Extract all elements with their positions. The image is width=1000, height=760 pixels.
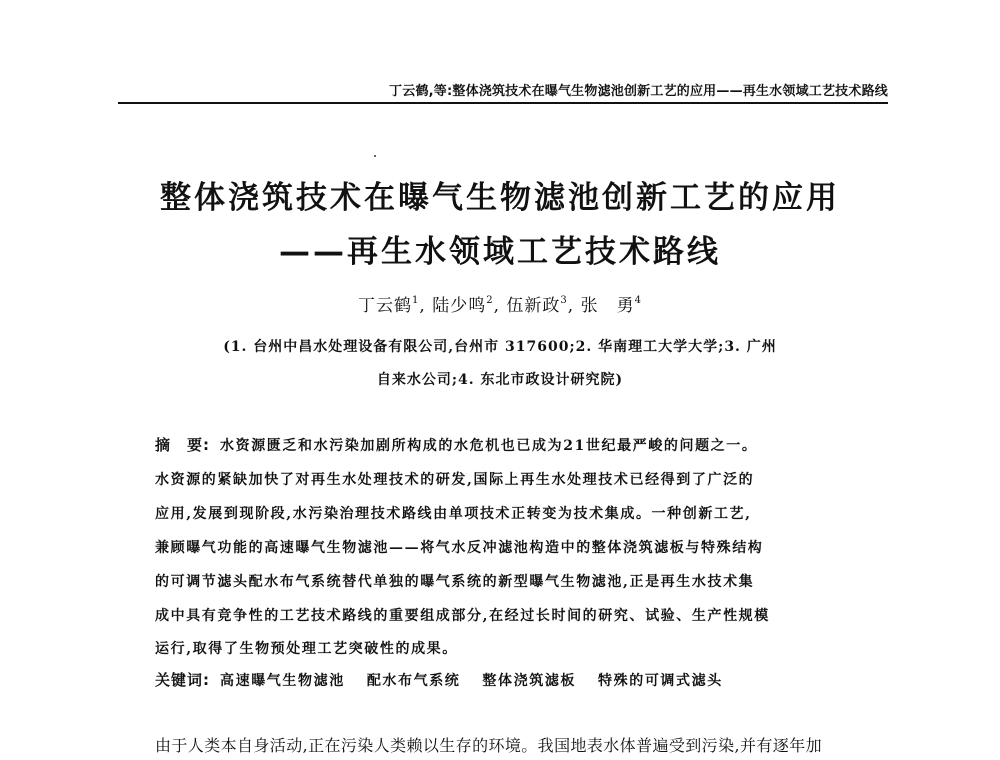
running-head: 丁云鹤,等:整体浇筑技术在曝气生物滤池创新工艺的应用——再生水领域工艺技术路线 <box>389 84 888 99</box>
abstract-line-5: 的可调节滤头配水布气系统替代单独的曝气系统的新型曝气生物滤池,正是再生水技术集 <box>155 574 755 590</box>
abstract-line-1 <box>155 434 855 455</box>
author-4 <box>581 296 642 316</box>
keyword: 配水布气系统 <box>366 673 461 689</box>
keyword: 高速曝气生物滤池 <box>220 673 345 689</box>
author-list <box>0 291 1000 316</box>
paper-title-line2: ——再生水领域工艺技术路线 <box>279 234 721 270</box>
paper-title-line1: 整体浇筑技术在曝气生物滤池创新工艺的应用 <box>160 180 840 216</box>
keywords-line <box>155 669 855 690</box>
author-name: 陆少鸣 <box>432 296 487 316</box>
author-name: 丁云鹤 <box>358 296 413 316</box>
author-affil-mark: 3 <box>560 295 568 306</box>
abstract-label: 摘 要: <box>155 436 210 454</box>
author-name: 张 勇 <box>580 296 635 316</box>
abstract-text: 水资源匮乏和水污染加剧所构成的水危机也已成为21世纪最严峻的问题之一。 <box>220 438 758 454</box>
author-name: 伍新政 <box>506 296 561 316</box>
author-sep: , <box>419 296 426 316</box>
keyword: 整体浇筑滤板 <box>482 673 577 689</box>
author-2 <box>432 296 500 316</box>
abstract-line-2: 水资源的紧缺加快了对再生水处理技术的研发,国际上再生水处理技术已经得到了广泛的 <box>155 472 755 488</box>
author-3 <box>506 296 574 316</box>
author-1 <box>358 296 426 316</box>
keyword: 特殊的可调式滤头 <box>598 673 723 689</box>
header-rule <box>118 102 888 104</box>
affiliation-line1: (1. 台州中昌水处理设备有限公司,台州市 317600;2. 华南理工大学大学;3. 广州 <box>223 339 777 355</box>
author-affil-mark: 2 <box>486 295 494 306</box>
affiliation-line2: 自来水公司;4. 东北市政设计研究院) <box>376 372 624 388</box>
stray-dot <box>374 155 376 157</box>
author-sep: , <box>567 296 575 316</box>
author-sep: , <box>493 296 500 316</box>
author-affil-mark: 4 <box>634 295 642 306</box>
abstract-line-4: 兼顾曝气功能的高速曝气生物滤池——将气水反冲滤池构造中的整体浇筑滤板与特殊结构 <box>155 540 764 556</box>
abstract-line-7: 运行,取得了生物预处理工艺突破性的成果。 <box>155 641 458 657</box>
keywords-label: 关键词: <box>155 671 210 689</box>
author-affil-mark: 1 <box>412 295 420 306</box>
body-text-line1: 由于人类本自身活动,正在污染人类赖以生存的环境。我国地表水体普遍受到污染,并有逐年加 <box>155 736 822 755</box>
abstract-line-3: 应用,发展到现阶段,水污染治理技术路线由单项技术正转变为技术集成。一种创新工艺, <box>155 506 752 522</box>
abstract-line-6: 成中具有竞争性的工艺技术路线的重要组成部分,在经过长时间的研究、试验、生产性规模 <box>155 608 770 624</box>
